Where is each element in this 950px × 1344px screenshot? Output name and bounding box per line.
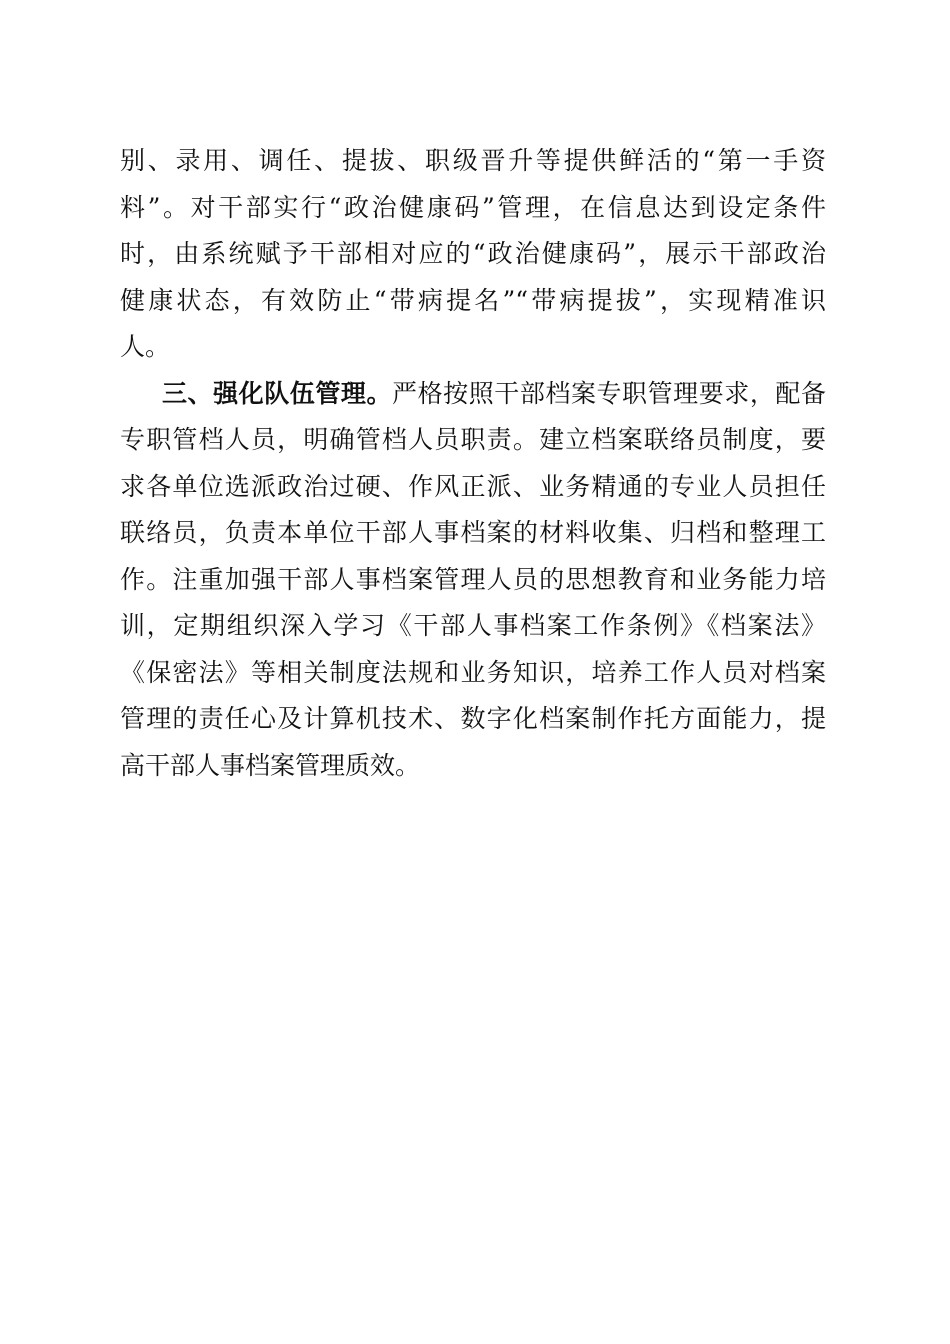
paragraph-line: 训，定期组织深入学习《干部人事档案工作条例》《档案法》 xyxy=(120,611,826,640)
paragraph-line: 专职管档人员，明确管档人员职责。建立档案联络员制度，要 xyxy=(120,425,826,454)
paragraph-1 xyxy=(120,138,826,371)
paragraph-2 xyxy=(120,371,826,790)
paragraph-line: 别、录用、调任、提拔、职级晋升等提供鲜活的“第一手资 xyxy=(120,146,826,175)
paragraph-line: 作。注重加强干部人事档案管理人员的思想教育和业务能力培 xyxy=(120,564,826,594)
paragraph-line: 联络员，负责本单位干部人事档案的材料收集、归档和整理工 xyxy=(120,518,826,547)
paragraph-line: 求各单位选派政治过硬、作风正派、业务精通的专业人员担任 xyxy=(120,471,826,501)
paragraph-line: 料”。对干部实行“政治健康码”管理，在信息达到设定条件 xyxy=(120,192,826,222)
paragraph-line: 健康状态，有效防止“带病提名”“带病提拔”，实现精准识 xyxy=(120,285,826,315)
paragraph-line: 人。 xyxy=(120,332,171,361)
paragraph-line: 《保密法》等相关制度法规和业务知识，培养工作人员对档案 xyxy=(120,657,826,687)
paragraph-first-line xyxy=(120,371,826,418)
document-body xyxy=(120,138,826,789)
paragraph-line: 高干部人事档案管理质效。 xyxy=(120,750,421,780)
paragraph-line-text: 严格按照干部档案专职管理要求，配备 xyxy=(392,378,826,408)
paragraph-line: 管理的责任心及计算机技术、数字化档案制作托方面能力，提 xyxy=(120,704,826,733)
section-heading: 三、强化队伍管理。 xyxy=(162,378,393,408)
paragraph-line: 时，由系统赋予干部相对应的“政治健康码”，展示干部政治 xyxy=(120,239,826,268)
